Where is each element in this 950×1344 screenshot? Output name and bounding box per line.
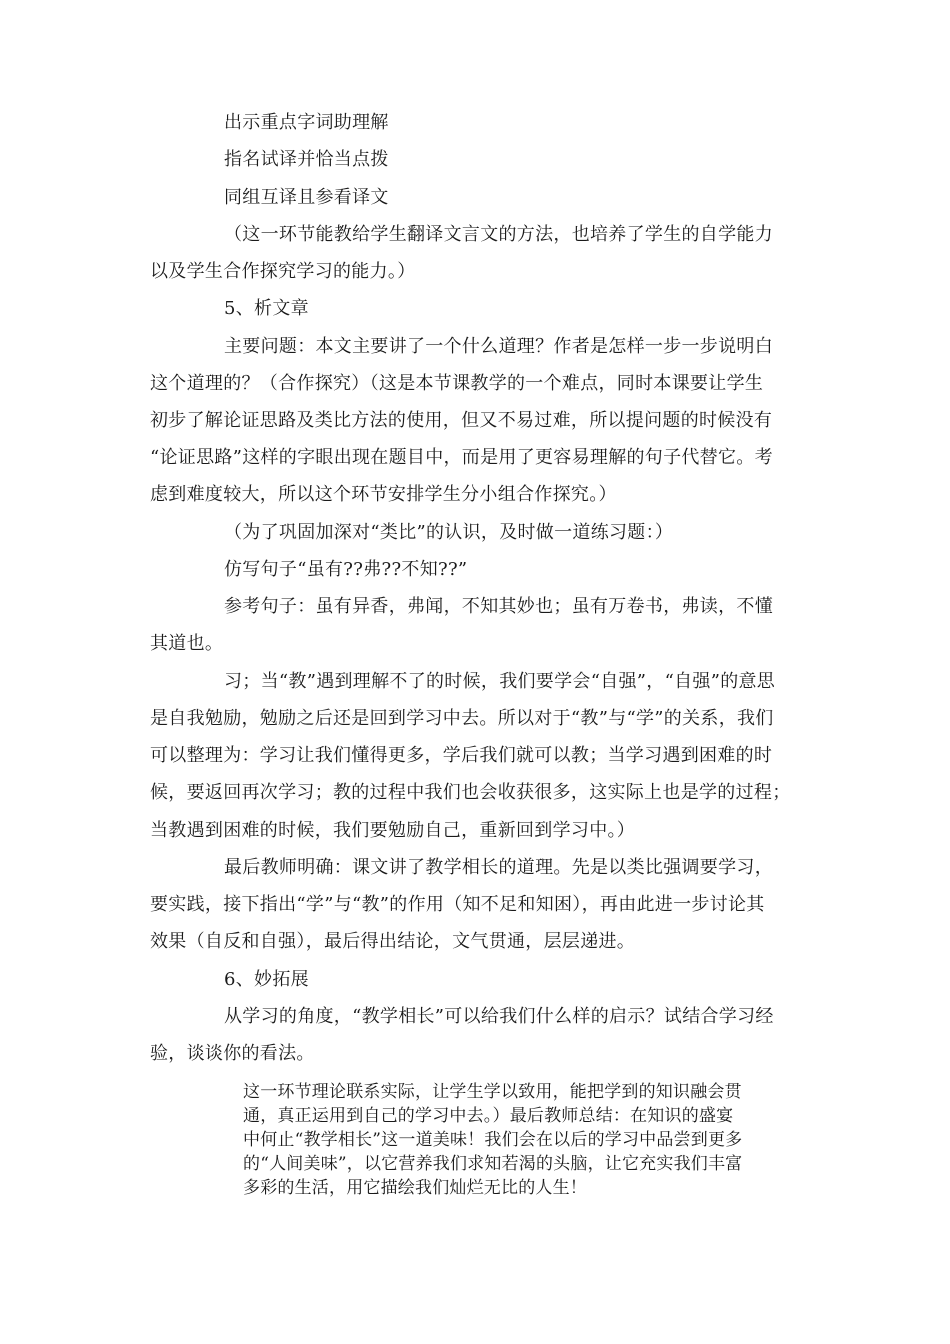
text-line: 通，真正运用到自己的学习中去。）最后教师总结：在知识的盛宴 xyxy=(243,1106,734,1126)
text-line: 初步了解论证思路及类比方法的使用，但又不易过难，所以提问题的时候没有 xyxy=(150,410,773,431)
text-line: 中何止“教学相长”这一道美味！我们会在以后的学习中品尝到更多 xyxy=(243,1130,743,1150)
text-line: “论证思路”这样的字眼出现在题目中，而是用了更容易理解的句子代替它。考 xyxy=(150,447,773,468)
text-line: 可以整理为：学习让我们懂得更多，学后我们就可以教；当学习遇到困难的时 xyxy=(150,745,773,766)
text-line: 当教遇到困难的时候，我们要勉励自己，重新回到学习中。） xyxy=(150,820,636,841)
text-line: （这一环节能教给学生翻译文言文的方法，也培养了学生的自学能力 xyxy=(224,224,773,245)
section-heading: 6、妙拓展 xyxy=(224,969,309,990)
text-line: 仿写句子“虽有??弗??不知??” xyxy=(224,559,468,580)
text-line: 多彩的生活，用它描绘我们灿烂无比的人生！ xyxy=(243,1178,587,1198)
text-line: 从学习的角度，“教学相长”可以给我们什么样的启示？试结合学习经 xyxy=(224,1006,774,1027)
text-line: 同组互译且参看译文 xyxy=(224,187,389,208)
text-line: 其道也。 xyxy=(150,633,224,654)
section-heading: 5、析文章 xyxy=(224,298,309,319)
text-line: 最后教师明确：课文讲了教学相长的道理。先是以类比强调要学习， xyxy=(224,857,773,878)
text-line: 这个道理的？（合作探究）（这是本节课教学的一个难点，同时本课要让学生 xyxy=(150,373,764,394)
text-line: 指名试译并恰当点拨 xyxy=(224,149,389,170)
text-line: 要实践，接下指出“学”与“教”的作用（知不足和知困），再由此进一步讨论其 xyxy=(150,894,765,915)
text-line: 是自我勉励，勉励之后还是回到学习中去。所以对于“教”与“学”的关系，我们 xyxy=(150,708,774,729)
text-line: （为了巩固加深对“类比”的认识，及时做一道练习题：） xyxy=(224,522,674,543)
text-line: 的“人间美味”，以它营养我们求知若渴的头脑，让它充实我们丰富 xyxy=(243,1154,743,1174)
text-line: 习；当“教”遇到理解不了的时候，我们要学会“自强”，“自强”的意思 xyxy=(224,671,776,692)
text-line: 以及学生合作探究学习的能力。） xyxy=(150,261,416,282)
text-line: 主要问题：本文主要讲了一个什么道理？作者是怎样一步一步说明白 xyxy=(224,336,773,357)
text-line: 效果（自反和自强），最后得出结论，文气贯通，层层递进。 xyxy=(150,931,636,952)
text-line: 验，谈谈你的看法。 xyxy=(150,1043,315,1064)
text-line: 虑到难度较大，所以这个环节安排学生分小组合作探究。） xyxy=(150,484,617,505)
text-line: 参考句子：虽有异香，弗闻，不知其妙也；虽有万卷书，弗读，不懂 xyxy=(224,596,773,617)
text-line: 这一环节理论联系实际，让学生学以致用，能把学到的知识融会贯 xyxy=(243,1082,742,1102)
text-line: 候，要返回再次学习；教的过程中我们也会收获很多，这实际上也是学的过程； xyxy=(150,782,791,803)
text-line: 出示重点字词助理解 xyxy=(224,112,389,133)
